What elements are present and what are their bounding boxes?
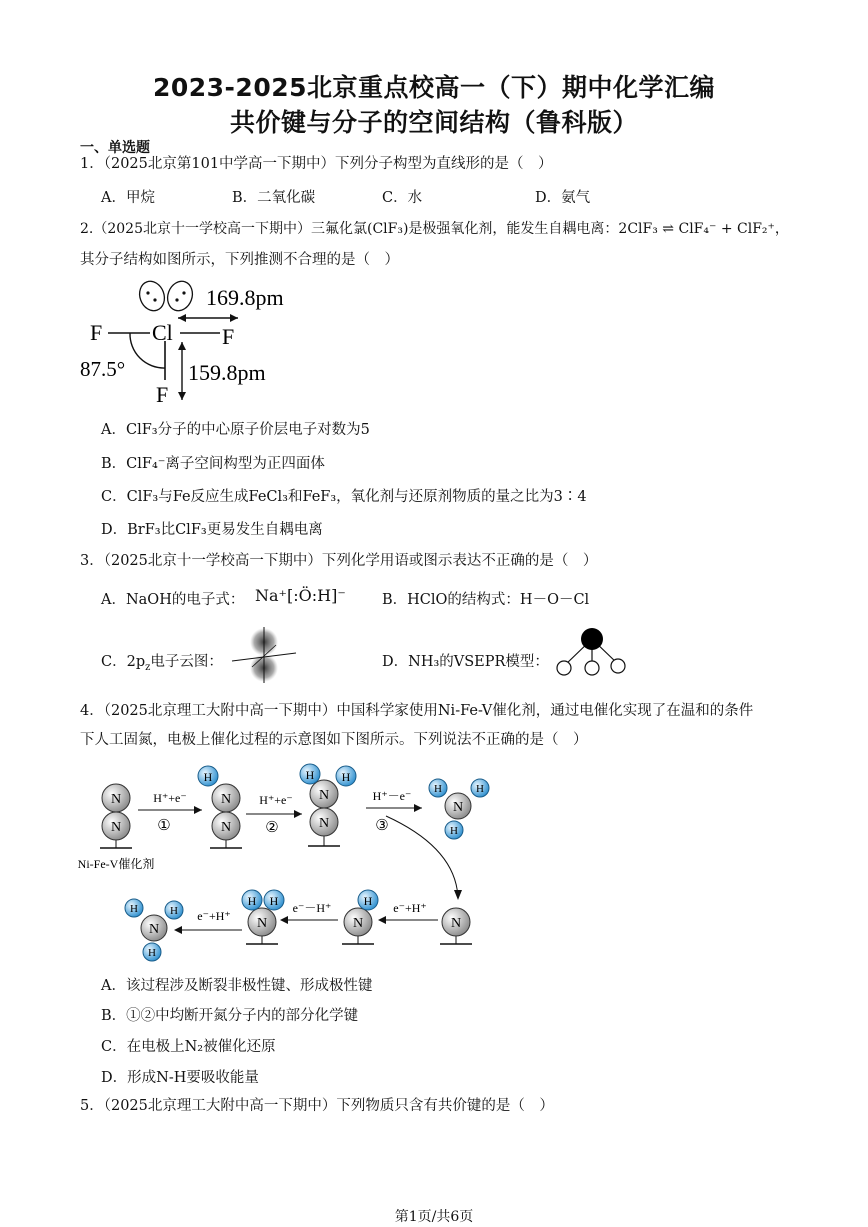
question-3-option-a-label: A．NaOH的电子式： bbox=[101, 592, 245, 608]
svg-text:H: H bbox=[269, 894, 279, 908]
hydrogen-ball-1 bbox=[557, 661, 571, 675]
question-4-stem-line2: 下人工固氮，电极上催化过程的示意图如下图所示。下列说法不正确的是（ ） bbox=[80, 732, 588, 748]
svg-text:e⁻+H⁺: e⁻+H⁺ bbox=[393, 901, 427, 915]
question-3-option-c-label: C．$2p_z$电子云图： bbox=[101, 654, 223, 673]
bond-angle-label: 87.5° bbox=[80, 357, 126, 381]
document-title-line2: 共价键与分子的空间结构（鲁科版） bbox=[229, 108, 638, 137]
question-2-option-a: A．ClF₃分子的中心原子价层电子对数为5 bbox=[101, 422, 370, 438]
svg-text:H: H bbox=[148, 947, 156, 959]
svg-text:H⁺+e⁻: H⁺+e⁻ bbox=[153, 791, 187, 805]
nh3-vsepr-model bbox=[552, 626, 632, 678]
svg-text:N: N bbox=[318, 816, 330, 831]
question-2-option-b: B．ClF₄⁻离子空间构型为正四面体 bbox=[101, 456, 325, 472]
question-1-stem: 1．（2025北京第101中学高一下期中）下列分子构型为直线形的是（ ） bbox=[80, 156, 553, 172]
svg-text:N: N bbox=[256, 916, 268, 931]
lone-pair-lobe-2 bbox=[164, 278, 197, 314]
svg-text:N: N bbox=[452, 800, 464, 815]
svg-text:H⁺+e⁻: H⁺+e⁻ bbox=[259, 793, 293, 807]
svg-text:H: H bbox=[247, 894, 257, 908]
hydrogen-ball-2 bbox=[585, 661, 599, 675]
nitrogen-ball bbox=[581, 628, 603, 650]
question-1-option-b: B．二氧化碳 bbox=[232, 190, 316, 206]
svg-text:e⁻－H⁺: e⁻－H⁺ bbox=[292, 901, 332, 915]
question-2-stem-line1: 2.（2025北京十一学校高一下期中）三氟化氯(ClF₃)是极强氧化剂，能发生自耦电离：2ClF₃ ⇌ ClF₄⁻ + ClF₂⁺， bbox=[80, 221, 789, 237]
question-2-option-d: D．BrF₃比ClF₃更易发生自耦电离 bbox=[101, 522, 323, 538]
bond-length-label-2: 159.8pm bbox=[188, 360, 266, 385]
svg-text:N: N bbox=[318, 788, 330, 803]
svg-text:N: N bbox=[220, 820, 232, 835]
question-5-stem: 5．（2025北京理工大附中高一下期中）下列物质只含有共价键的是（ ） bbox=[80, 1098, 554, 1114]
svg-text:e⁻+H⁺: e⁻+H⁺ bbox=[197, 909, 231, 923]
svg-text:H: H bbox=[203, 770, 213, 784]
question-1-option-c: C．水 bbox=[382, 190, 423, 206]
svg-text:H: H bbox=[363, 894, 373, 908]
clf3-structure-figure bbox=[78, 278, 308, 406]
fluorine-atom-bottom: F bbox=[156, 382, 169, 406]
svg-text:N: N bbox=[148, 922, 160, 937]
svg-text:N: N bbox=[110, 820, 122, 835]
svg-text:H⁺－e⁻: H⁺－e⁻ bbox=[372, 789, 412, 803]
hydrogen-ball-3 bbox=[611, 659, 625, 673]
fluorine-atom-right: F bbox=[222, 324, 235, 349]
svg-text:H: H bbox=[341, 770, 351, 784]
section-heading: 一、单选题 bbox=[80, 140, 150, 156]
naoh-electron-formula: Na⁺[:Ö:H]⁻ bbox=[255, 586, 346, 605]
question-2-stem-line2: 其分子结构如图所示，下列推测不合理的是（ ） bbox=[80, 252, 399, 268]
svg-text:N: N bbox=[352, 916, 364, 931]
svg-text:H: H bbox=[450, 825, 458, 837]
question-2-option-c: C．ClF₃与Fe反应生成FeCl₃和FeF₃，氧化剂与还原剂物质的量之比为3∶4 bbox=[101, 489, 587, 505]
question-4-stem-line1: 4．（2025北京理工大附中高一下期中）中国科学家使用Ni-Fe-V催化剂，通过电催化实现了在温和的条件 bbox=[80, 703, 754, 719]
svg-text:N: N bbox=[220, 792, 232, 807]
fluorine-atom-left: F bbox=[90, 320, 103, 345]
page-footer: 第1页/共6页 bbox=[394, 1209, 474, 1225]
2pz-electron-cloud-figure bbox=[228, 625, 300, 685]
svg-text:N: N bbox=[450, 916, 462, 931]
question-4-option-c: C．在电极上N₂被催化还原 bbox=[101, 1039, 276, 1055]
lone-pair-lobe-1 bbox=[136, 278, 169, 314]
question-3-stem: 3．（2025北京十一学校高一下期中）下列化学用语或图示表达不正确的是（ ） bbox=[80, 553, 598, 569]
svg-text:H: H bbox=[476, 783, 484, 795]
question-4-option-d: D．形成N-H要吸收能量 bbox=[101, 1070, 259, 1086]
svg-text:①: ① bbox=[157, 818, 171, 834]
nitrogen-fixation-figure bbox=[76, 758, 506, 968]
question-4-option-b: B．①②中均断开氮分子内的部分化学键 bbox=[101, 1008, 359, 1024]
chlorine-atom: Cl bbox=[152, 320, 173, 345]
svg-text:③: ③ bbox=[375, 818, 389, 834]
question-1-option-a: A．甲烷 bbox=[101, 190, 155, 206]
svg-text:H: H bbox=[130, 903, 138, 915]
question-3-option-b: B．HClO的结构式：H－O－Cl bbox=[382, 592, 590, 608]
svg-text:②: ② bbox=[265, 820, 279, 836]
svg-text:H: H bbox=[434, 783, 442, 795]
document-title-line1: 2023-2025北京重点校高一（下）期中化学汇编 bbox=[152, 73, 716, 102]
question-4-option-a: A．该过程涉及断裂非极性键、形成极性键 bbox=[101, 978, 373, 994]
svg-text:H: H bbox=[170, 905, 178, 917]
svg-text:H: H bbox=[305, 768, 315, 782]
svg-text:N: N bbox=[110, 792, 122, 807]
question-3-option-d: D．NH₃的VSEPR模型： bbox=[382, 654, 549, 670]
catalyst-label: Ni-Fe-V催化剂 bbox=[77, 857, 155, 871]
question-1-option-d: D．氨气 bbox=[535, 190, 591, 206]
bond-length-label-1: 169.8pm bbox=[206, 285, 284, 310]
